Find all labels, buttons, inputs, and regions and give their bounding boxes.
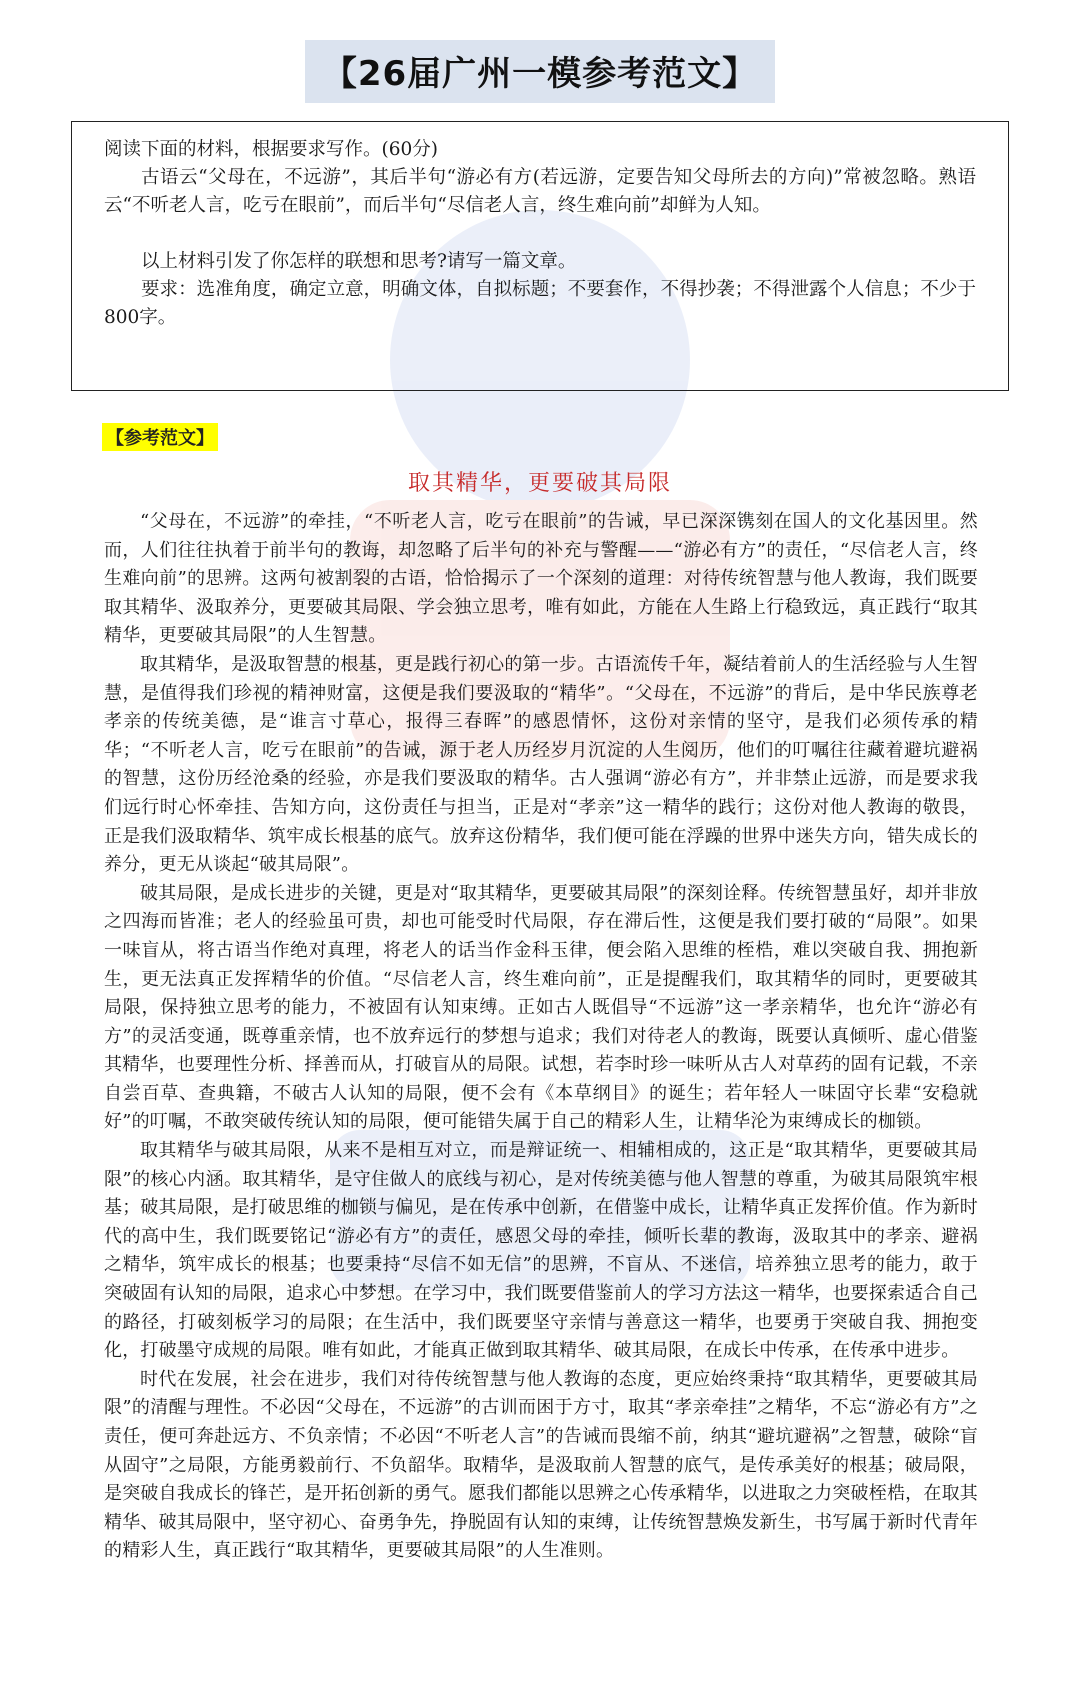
essay-paragraph: 时代在发展，社会在进步，我们对待传统智慧与他人教诲的态度，更应始终秉持“取其精华，更要破其局限”的清醒与理性。不必因“父母在，不远游”的古训而困于方寸，取其“孝亲牵挂”之精华，不忘“游必有方”之责任，便可奔赴远方、不负亲情；不必因“不听老人言”的告诫而畏缩不前，纳其“避坑避祸”之智慧，破除“盲从固守”之局限，方能勇毅前行、不负韶华。取精华，是汲取前人智慧的底气，是传承美好的根基；破局限，是突破自我成长的锋芒，是开拓创新的勇气。愿我们都能以思辨之心传承精华，以进取之力突破桎梏，在取其精华、破其局限中，坚守初心、奋勇争先，挣脱固有认知的束缚，让传统智慧焕发新生，书写属于新时代青年的精彩人生，真正践行“取其精华，更要破其局限”的人生准则。: [104, 1368, 978, 1562]
essay-title: 取其精华，更要破其局限: [407, 471, 672, 496]
prompt-question: 以上材料引发了你怎样的联想和思考?请写一篇文章。: [141, 251, 577, 272]
prompt-instruction: 阅读下面的材料，根据要求写作。(60分): [104, 139, 438, 160]
prompt-box: [71, 121, 1009, 391]
essay-paragraph: 取其精华与破其局限，从来不是相互对立，而是辩证统一、相辅相成的，这正是“取其精华，更要破其局限”的核心内涵。取其精华，是守住做人的底线与初心，是对传统美德与他人智慧的尊重，为破其局限筑牢根基；破其局限，是打破思维的枷锁与偏见，是在传承中创新，在借鉴中成长，让精华真正发挥价值。作为新时代的高中生，我们既要铭记“游必有方”的责任，感恩父母的牵挂，倾听长辈的教诲，汲取其中的孝亲、避祸之精华，筑牢成长的根基；也要秉持“尽信不如无信”的思辨，不盲从、不迷信，培养独立思考的能力，敢于突破固有认知的局限，追求心中梦想。在学习中，我们既要借鉴前人的学习方法这一精华，也要探索适合自己的路径，打破刻板学习的局限；在生活中，我们既要坚守亲情与善意这一精华，也要勇于突破自我、拥抱变化，打破墨守成规的局限。唯有如此，才能真正做到取其精华、破其局限，在成长中传承，在传承中进步。: [104, 1140, 978, 1362]
prompt-material: 古语云“父母在，不远游”，其后半句“游必有方(若远游，定要告知父母所去的方向)”常被忽略。熟语云“不听老人言，吃亏在眼前”，而后半句“尽信老人言，终生难向前”却鲜为人知。: [104, 167, 976, 216]
page-title: 【26届广州一模参考范文】: [305, 40, 775, 103]
header: [0, 40, 1080, 103]
reference-label: 【参考范文】: [102, 423, 218, 451]
essay-paragraph: 取其精华，是汲取智慧的根基，更是践行初心的第一步。古语流传千年，凝结着前人的生活经验与人生智慧，是值得我们珍视的精神财富，这便是我们要汲取的“精华”。“父母在，不远游”的背后，是中华民族尊老孝亲的传统美德，是“谁言寸草心，报得三春晖”的感恩情怀，这份对亲情的坚守，是我们必须传承的精华；“不听老人言，吃亏在眼前”的告诫，源于老人历经岁月沉淀的人生阅历，他们的叮嘱往往藏着避坑避祸的智慧，这份历经沧桑的经验，亦是我们要汲取的精华。古人强调“游必有方”，并非禁止远游，而是要求我们远行时心怀牵挂、告知方向，这份责任与担当，正是对“孝亲”这一精华的践行；这份对他人教诲的敬畏，正是我们汲取精华、筑牢成长根基的底气。放弃这份精华，我们便可能在浮躁的世界中迷失方向，错失成长的养分，更无从谈起“破其局限”。: [104, 653, 978, 876]
essay-body: [104, 508, 978, 1566]
essay-paragraph: “父母在，不远游”的牵挂，“不听老人言，吃亏在眼前”的告诫，早已深深镌刻在国人的文化基因里。然而，人们往往执着于前半句的教诲，却忽略了后半句的补充与警醒——“游必有方”的责任，“尽信老人言，终生难向前”的思辨。这两句被割裂的古语，恰恰揭示了一个深刻的道理：对待传统智慧与他人教诲，我们既要取其精华、汲取养分，更要破其局限、学会独立思考，唯有如此，方能在人生路上行稳致远，真正践行“取其精华，更要破其局限”的人生智慧。: [104, 511, 978, 647]
prompt-requirements: 要求：选准角度，确定立意，明确文体，自拟标题；不要套作，不得抄袭；不得泄露个人信息；不少于800字。: [104, 279, 976, 328]
essay-paragraph: 破其局限，是成长进步的关键，更是对“取其精华，更要破其局限”的深刻诠释。传统智慧虽好，却并非放之四海而皆准；老人的经验虽可贵，却也可能受时代局限，存在滞后性，这便是我们要打破的“局限”。如果一味盲从，将古语当作绝对真理，将老人的话当作金科玉律，便会陷入思维的桎梏，难以突破自我、拥抱新生，更无法真正发挥精华的价值。“尽信老人言，终生难向前”，正是提醒我们，取其精华的同时，更要破其局限，保持独立思考的能力，不被固有认知束缚。正如古人既倡导“不远游”这一孝亲精华，也允许“游必有方”的灵活变通，既尊重亲情，也不放弃远行的梦想与追求；我们对待老人的教诲，既要认真倾听、虚心借鉴其精华，也要理性分析、择善而从，打破盲从的局限。试想，若李时珍一味听从古人对草药的固有记载，不亲自尝百草、查典籍，不破古人认知的局限，便不会有《本草纲目》的诞生；若年轻人一味固守长辈“安稳就好”的叮嘱，不敢突破传统认知的局限，便可能错失属于自己的精彩人生，让精华沦为束缚成长的枷锁。: [104, 882, 978, 1133]
prompt-spacer: [104, 220, 976, 248]
